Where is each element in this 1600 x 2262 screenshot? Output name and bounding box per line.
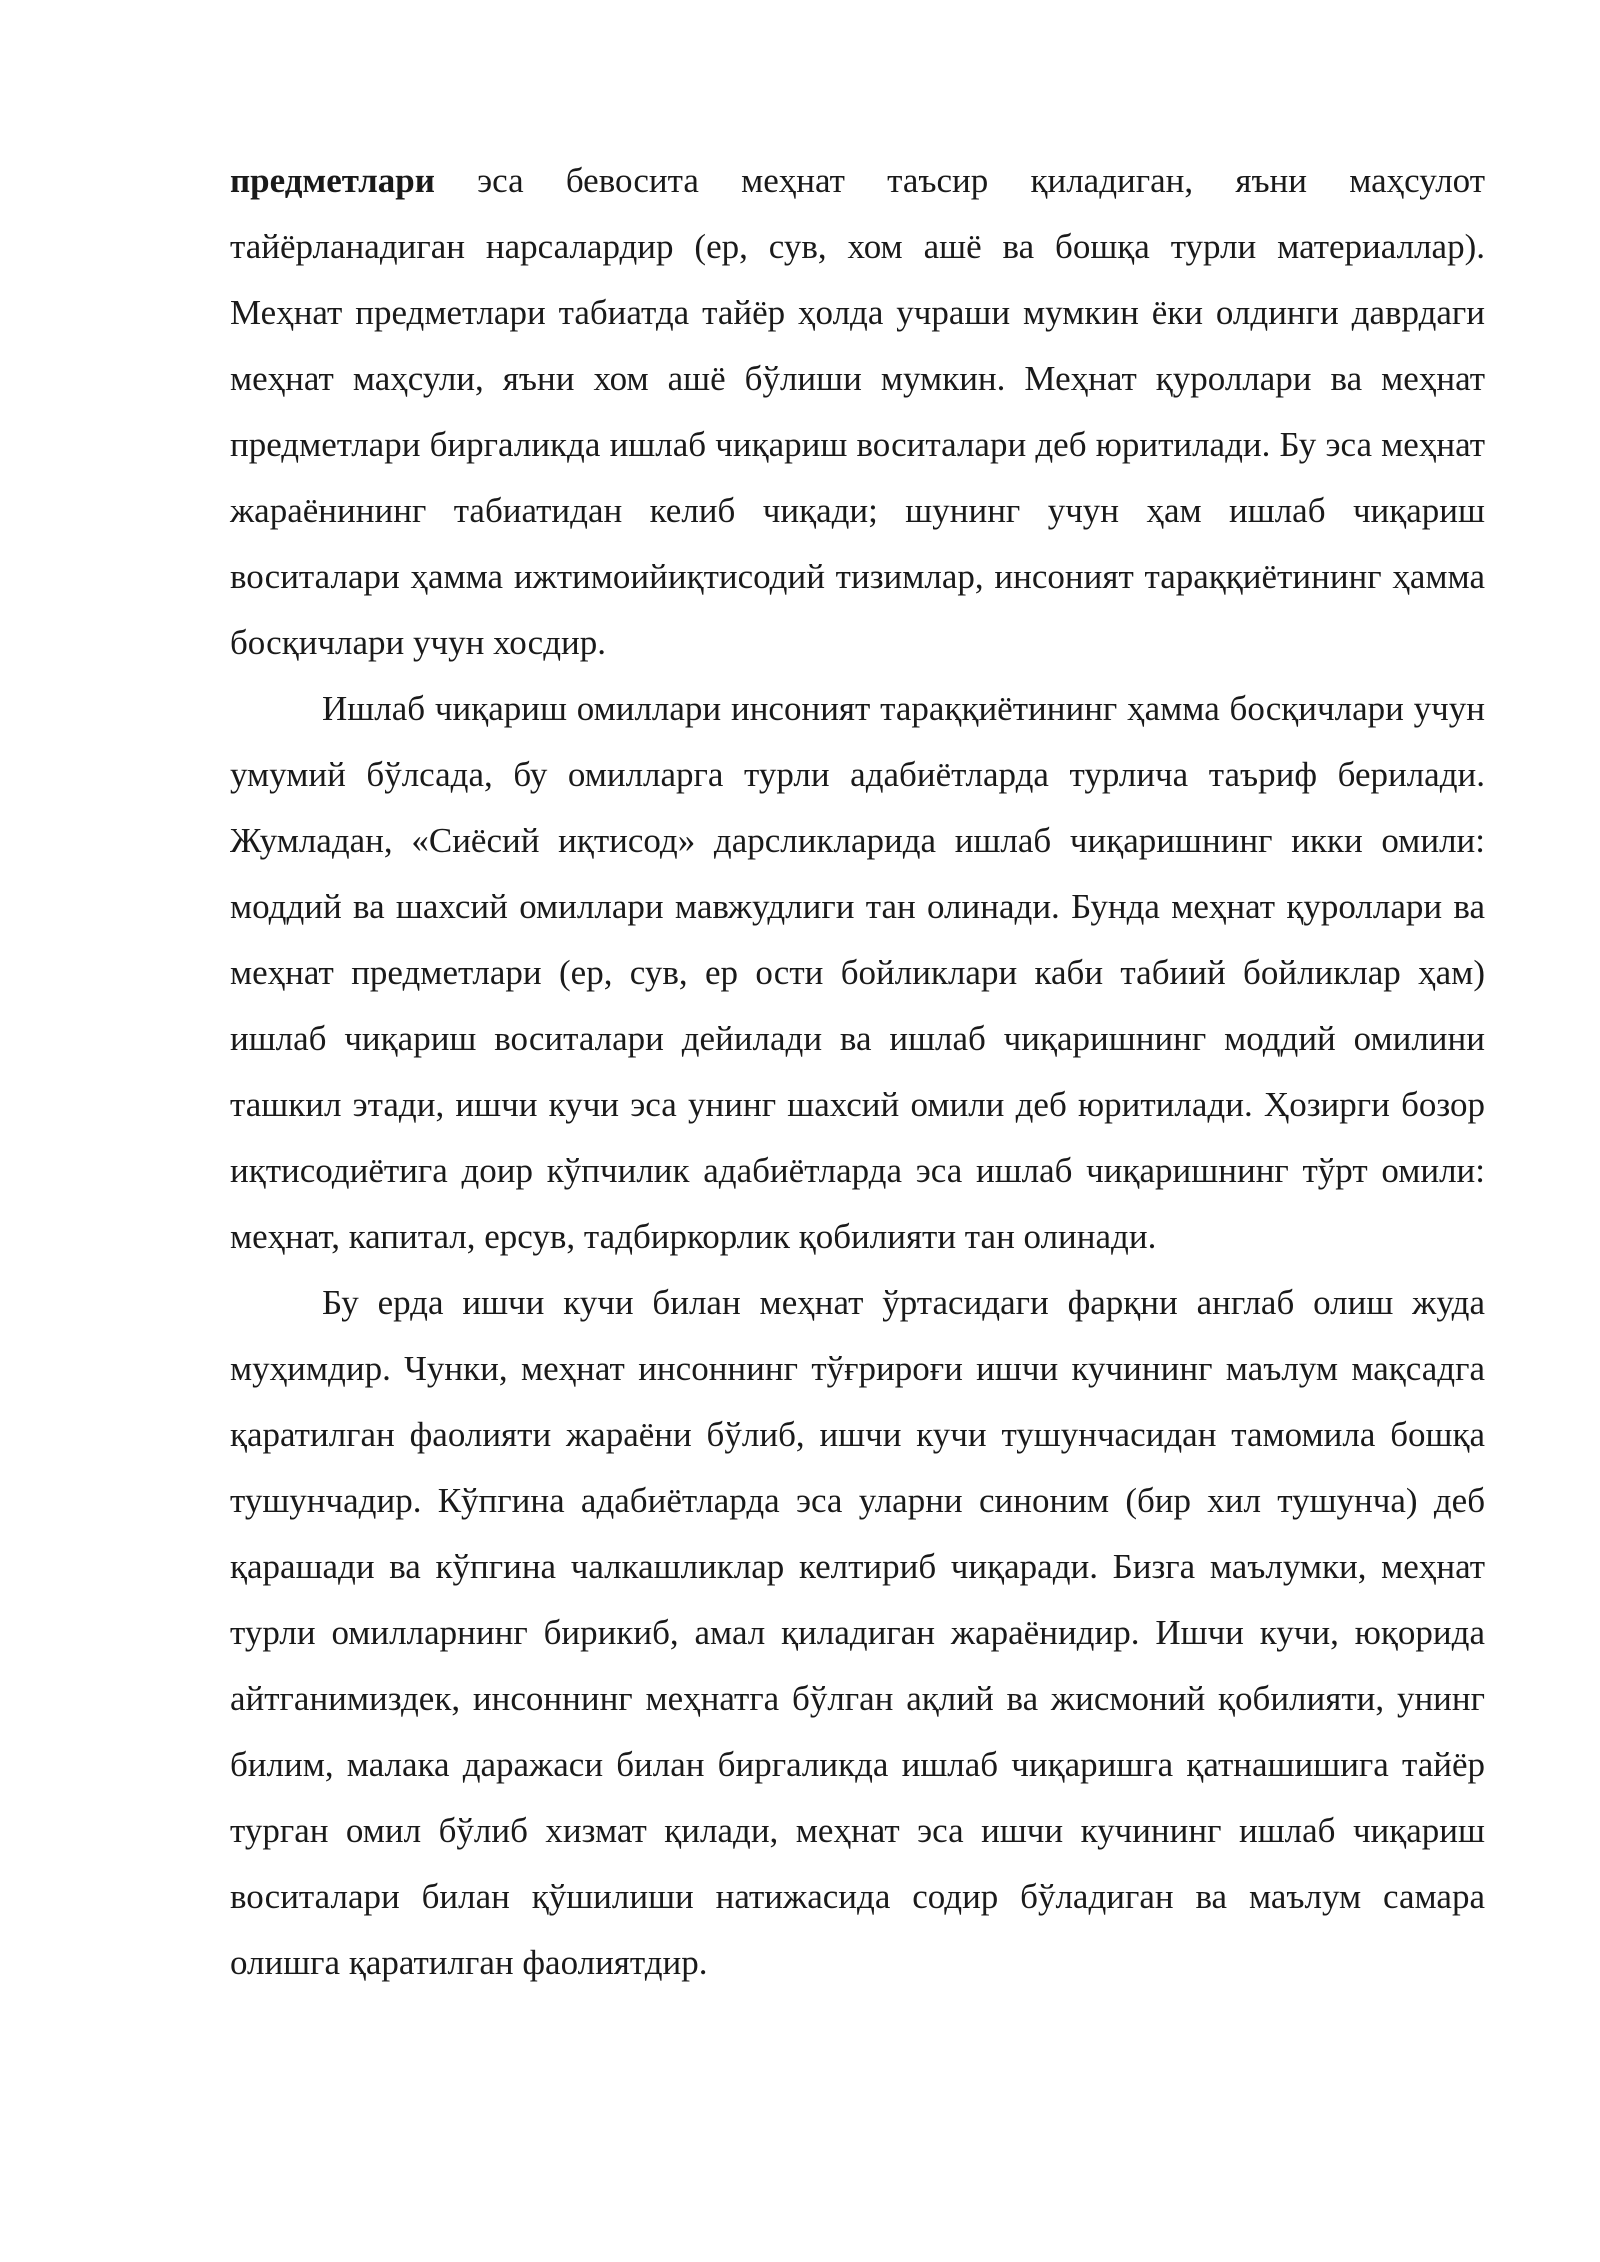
paragraph-3: Бу ерда ишчи кучи билан меҳнат ўртасидаги фарқни англаб олиш жуда муҳимдир. Чунки, меҳнат инсоннинг тўғрироғи ишчи кучининг маълум мақсадга қаратилган фаолияти жараёни бўлиб, ишчи кучи тушунчасидан тамомила бошқа тушунчадир. Кўпгина адабиётларда эса уларни синоним (бир хил тушунча) деб қарашади ва кўпгина чалкашликлар келтириб чиқаради. Бизга маълумки, меҳнат турли омилларнинг бирикиб, амал қиладиган жараёнидир. Ишчи кучи, юқорида айтганимиздек, инсоннинг меҳнатга бўлган ақлий ва жисмоний қобилияти, унинг билим, малака даражаси билан биргаликда ишлаб чиқаришга қатнашишига тайёр турган омил бўлиб хизмат қилади, меҳнат эса ишчи кучининг ишлаб чиқариш воситалари билан қўшилиши натижасида содир бўладиган ва маълум самара олишга қаратилган фаолиятдир.	[230, 1283, 1485, 1982]
body-text	[230, 148, 1485, 1996]
paragraph-1-text: эса бевосита меҳнат таъсир қиладиган, яъни маҳсулот тайёрланадиган нарсалардир (ер, сув, хом ашё ва бошқа турли материаллар). Меҳнат предметлари табиатда тайёр ҳолда учраши мумкин ёки олдинги даврдаги меҳнат маҳсули, яъни хом ашё бўлиши мумкин. Меҳнат қуроллари ва меҳнат предметлари биргаликда ишлаб чиқариш воситалари деб юритилади. Бу эса меҳнат жараёнининг табиатидан келиб чиқади; шунинг учун ҳам ишлаб чиқариш воситалари ҳамма ижтимоийиқтисодий тизимлар, инсоният тараққиётининг ҳамма босқичлари учун хосдир.	[230, 161, 1485, 662]
bold-term: предметлари	[230, 161, 435, 200]
paragraph-1	[230, 148, 1485, 676]
paragraph-2: Ишлаб чиқариш омиллари инсоният тараққиётининг ҳамма босқичлари учун умумий бўлсада, бу омилларга турли адабиётларда турлича таъриф берилади. Жумладан, «Сиёсий иқтисод» дарсликларида ишлаб чиқаришнинг икки омили: моддий ва шахсий омиллари мавжудлиги тан олинади. Бунда меҳнат қуроллари ва меҳнат предметлари (ер, сув, ер ости бойликлари каби табиий бойликлар ҳам) ишлаб чиқариш воситалари дейилади ва ишлаб чиқаришнинг моддий омилини ташкил этади, ишчи кучи эса унинг шахсий омили деб юритилади. Ҳозирги бозор иқтисодиётига доир кўпчилик адабиётларда эса ишлаб чиқаришнинг тўрт омили: меҳнат, капитал, ерсув, тадбиркорлик қобилияти тан олинади.	[230, 689, 1485, 1256]
